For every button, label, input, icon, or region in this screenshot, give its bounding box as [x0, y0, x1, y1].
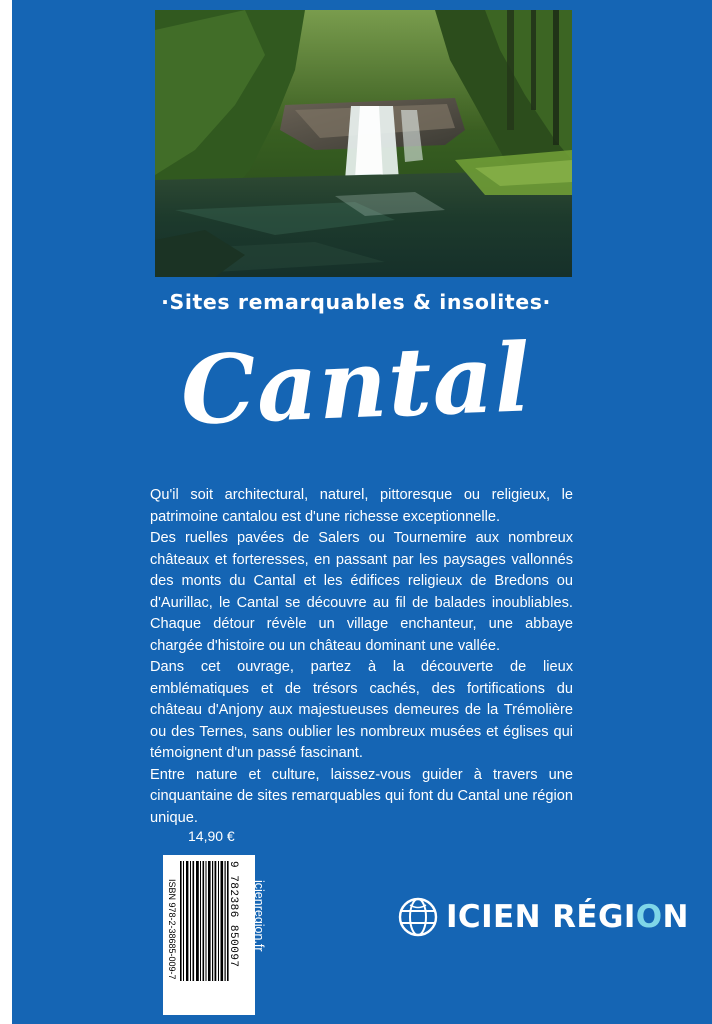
barcode-digits: 9 782386 850097: [227, 861, 239, 968]
blurb-paragraph-4: Entre nature et culture, laissez-vous guider à travers une cinquantaine de sites remarquables qui font du Cantal une région unique.: [150, 766, 573, 826]
publisher-name: [446, 899, 689, 935]
publisher-name-highlight: O: [635, 899, 663, 935]
blurb-paragraph-1: Qu'il soit architectural, naturel, pittoresque ou religieux, le patrimoine cantalou est d'une richesse exceptionnelle.: [150, 487, 573, 525]
publisher-name-part2: N: [662, 899, 689, 935]
barcode-isbn-label: ISBN 978-2-38685-009-7: [167, 879, 177, 980]
blurb-paragraph-2: Des ruelles pavées de Salers ou Tournemire aux nombreux châteaux et forteresses, en passant par les paysages vallonnés des monts du Cantal et les édifices religieux de Bredons ou d'Aurillac, le Cantal se découvre au fil de balades inoubliables. Chaque détour révèle un village enchanteur, une abbaye chargée d'histoire ou un château dominant une vallée.: [150, 530, 573, 654]
publisher-logo: [398, 897, 689, 937]
website-url[interactable]: icienregion.fr: [252, 880, 266, 952]
page-title: Cantal: [178, 323, 534, 447]
barcode-bars: [179, 861, 229, 981]
publisher-name-part1: ICIEN RÉGI: [446, 899, 636, 935]
waterfall-landscape-photo: [155, 10, 572, 277]
barcode: [163, 855, 255, 1015]
page-left-margin: [0, 0, 12, 1024]
blurb-paragraph-3: Dans cet ouvrage, partez à la découverte de lieux emblématiques et de trésors cachés, des fortifications du château d'Anjony aux majestueuses demeures de la Trémolière ou des Ternes, sans oublier les nombreux musées et églises qui témoignent d'un passé fascinant.: [150, 659, 573, 761]
blurb-text: [150, 485, 573, 829]
price-label: 14,90 €: [188, 828, 235, 844]
globe-icon: [398, 897, 438, 937]
cover-kicker: ·Sites remarquables & insolites·: [161, 290, 551, 314]
